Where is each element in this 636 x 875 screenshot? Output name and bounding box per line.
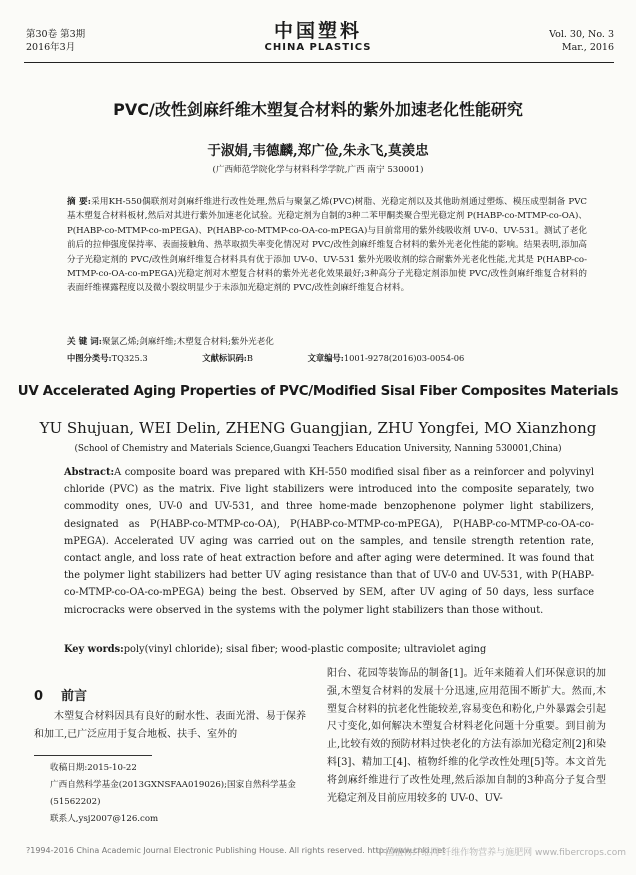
article-number-value: 1001-9278(2016)03-0054-06 [343,353,465,363]
affiliation-en: (School of Chemistry and Materials Science,Guangxi Teachers Education University, Nanning 530001,China) [74,444,562,454]
footnote-received: 收稿日期:2015-10-22 [50,763,137,773]
section-title: 前言 [61,689,88,704]
article-title-cn: PVC/改性剑麻纤维木塑复合材料的紫外加速老化性能研究 [113,100,523,119]
keywords-cn-text: 聚氯乙烯;剑麻纤维;木塑复合材料;紫外光老化 [101,337,274,347]
keywords-cn-label: 关 键 词: [67,337,102,347]
abstract-en-label: Abstract: [64,467,115,478]
keywords-en-text: poly(vinyl chloride); sisal fiber; wood-plastic composite; ultraviolet aging [123,644,487,655]
journal-name-cn: 中国塑料 [273,20,362,42]
classification-line [67,351,587,365]
authors-cn: 于淑娟,韦德麟,郑广俭,朱永飞,莫羡忠 [207,143,429,159]
volume-issue-en: Vol. 30, No. 3 [549,29,614,40]
journal-name-en: CHINA PLASTICS [264,42,372,53]
volume-issue-cn: 第30卷 第3期 [26,29,86,40]
date-en: Mar., 2016 [561,42,614,53]
clc-label: 中图分类号: [67,353,112,363]
abstract-en [64,464,594,619]
doc-code-value: B [246,353,253,363]
section-number: 0 [34,689,44,704]
article-number [308,353,491,363]
footnotes [50,760,312,828]
header-rule [24,62,614,63]
body-text-right: 阳台、花园等装饰品的制备[1]。近年来随着人们环保意识的加强,木塑复合材料的发展十分迅速,应用范围不断扩大。然而,木塑复合材料的抗老化性能较差,容易变色和粉化,户外暴露会引起尺寸变化,如何解决木塑复合材料老化问题十分重要。到目前为止,比较有效的预防材料过快老化的方法有添加光稳定剂[2]和染料[3]、精加工[4]、植物纤维的化学改性处理[5]等。本文首先将剑麻纤维进行了改性处理,然后添加自制的3种高分子复合型光稳定剂及目前应用较多的 UV-0、UV- [327,668,606,804]
date-cn: 2016年3月 [26,42,76,53]
article-number-label: 文章编号: [307,353,344,363]
header-volume-en [549,28,614,54]
keywords-en-label: Key words: [64,644,124,655]
doc-code-label: 文献标识码: [202,353,247,363]
article-title-en: UV Accelerated Aging Properties of PVC/Modified Sisal Fiber Composites Materials [17,384,619,399]
abstract-cn-label: 摘 要: [67,197,91,207]
abstract-cn [67,195,587,296]
journal-masthead [0,20,636,53]
section-heading [34,685,87,704]
footnote-fund: 广西自然科学基金(2013GXNSFAA019026);国家自然科学基金(51562202) [50,780,296,807]
abstract-cn-text: 采用KH-550偶联剂对剑麻纤维进行改性处理,然后与聚氯乙烯(PVC)树脂、光稳定剂以及其他助剂通过塑炼、模压成型制备 PVC 基木塑复合材料板材,然后对其进行紫外加速老化试验。光稳定剂为自制的3种二苯甲酮类聚合型光稳定剂 P(HABP-co-MTMP-co-OA)、P(HABP-co-MTMP-co-mPEGA)、P(HABP-co-MTMP-co-OA-co-mPEGA)与目前常用的紫外线吸收剂 UV-0、UV-531。测试了老化前后的拉伸强度保持率、表面接触角、热萃取损失率变化情况对 PVC/改性剑麻纤维复合材料的紫外光老化性能的影响。结果表明,添加高分子光稳定剂的 PVC/改性剑麻纤维复合材料具有优于添加 UV-0、UV-531 紫外光吸收剂的综合耐紫外光老化性能,尤其是 P(HABP-co-MTMP-co-OA-co-mPEGA)光稳定剂对木塑复合材料的紫外光老化效果最好;3种高分子光稳定剂添加使 PVC/改性剑麻纤维复合材料的表面纤维裸露程度以及微小裂纹明显少于未添加光稳定剂的 PVC/改性剑麻纤维复合材料。 [67,197,587,294]
clc-value: TQ325.3 [111,353,148,363]
abstract-en-text: A composite board was prepared with KH-550 modified sisal fiber as a reinforcer and polyvinyl chloride (PVC) as the matrix. Five light stabilizers were introduced into the composite separately, two commodity ones, UV-0 and UV-531, and three home-made benzophenone polymer light stabilizers, designated as P(HABP-co-MTMP-co-OA), P(HABP-co-MTMP-co-mPEGA), P(HABP-co-MTMP-co-OA-co-mPEGA). Accelerated UV aging was carried out on the samples, and tensile strength retention rate, contact angle, and loss rate of heat extraction before and after aging were determined. It was found that the polymer light stabilizers had better UV aging resistance than that of UV-0 and UV-531, with P(HABP-co-MTMP-co-OA-co-mPEGA) being the best. Observed by SEM, after UV aging of 50 days, less surface microcracks were observed in the systems with the polymer light stabilizers than those without. [64,467,594,616]
clc-number [67,353,174,363]
document-code [202,353,279,363]
footnote-rule [34,755,152,756]
footnote-contact: 联系人,ysj2007@126.com [50,814,159,824]
watermark-text: 中国植物纤维网 纤维作物营养与施肥网 www.fibercrops.com [376,848,626,858]
affiliation-cn: (广西师范学院化学与材料科学学院,广西 南宁 530001) [212,165,424,175]
copyright-line: ?1994-2016 China Academic Journal Electronic Publishing House. All rights reserved. http://www.cnki.net [26,846,446,855]
keywords-en [64,642,594,658]
body-text-left: 木塑复合材料因具有良好的耐水性、表面光滑、易于保养和加工,已广泛应用于复合地板、扶手、室外的 [34,711,306,740]
keywords-cn [67,335,587,349]
authors-en: YU Shujuan, WEI Delin, ZHENG Guangjian, ZHU Yongfei, MO Xianzhong [39,419,597,437]
